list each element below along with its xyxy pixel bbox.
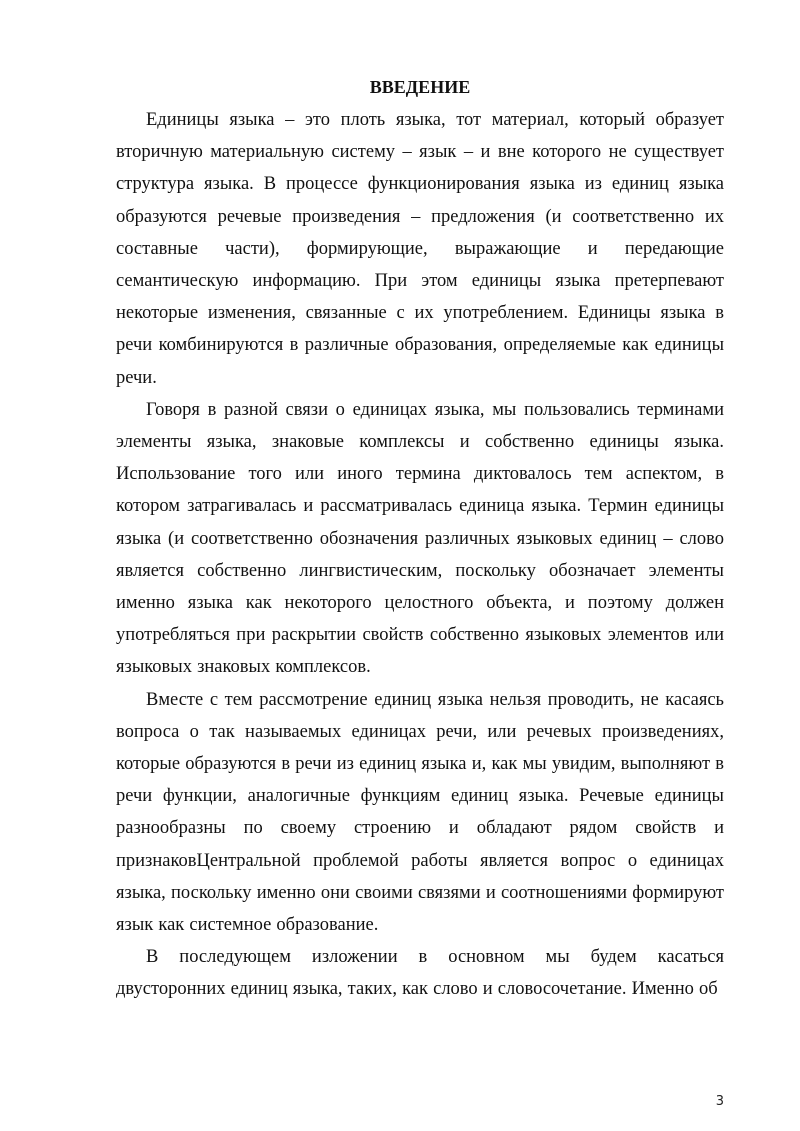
document-title: ВВЕДЕНИЕ	[369, 77, 471, 97]
paragraph-1: Единицы языка – это плоть языка, тот материал, который образует вторичную материальную систему – язык – и вне которого не существует структура языка. В процессе функционирования языка из единиц языка образуются речевые произведения – предложения (и соответственно их составные части), формирующие, выражающие и передающие семантическую информацию. При этом единицы языка претерпевают некоторые изменения, связанные с их употреблением. Единицы языка в речи комбинируются в различные образования, определяемые как единицы речи.	[116, 110, 724, 388]
page-number: 3	[715, 1094, 724, 1109]
document-body	[116, 104, 724, 1006]
paragraph-2: Говоря в разной связи о единицах языка, мы пользовались терминами элементы языка, знаковые комплексы и собственно единицы языка. Использование того или иного термина диктовалось тем аспектом, в котором затрагивалась и рассматривалась единица языка. Термин единицы языка (и соответственно обозначения различных языковых единиц – слово является собственно лингвистическим, поскольку обозначает элементы именно языка как некоторого целостного объекта, и поэтому должен употребляться при раскрытии свойств собственно языковых элементов или языковых знаковых комплексов.	[116, 399, 724, 678]
paragraph-3: Вместе с тем рассмотрение единиц языка нельзя проводить, не касаясь вопроса о так называемых единицах речи, или речевых произведениях, которые образуются в речи из единиц языка и, как мы увидим, выполняют в речи функции, аналогичные функциям единиц языка. Речевые единицы разнообразны по своему строению и обладают рядом свойств и признаковЦентральной проблемой работы является вопрос о единицах языка, поскольку именно они своими связями и соотношениями формируют язык как системное образование.	[116, 689, 724, 936]
paragraph-4: В последующем изложении в основном мы будем касаться двусторонних единиц языка, таких, как слово и словосочетание. Именно об	[116, 947, 724, 1000]
